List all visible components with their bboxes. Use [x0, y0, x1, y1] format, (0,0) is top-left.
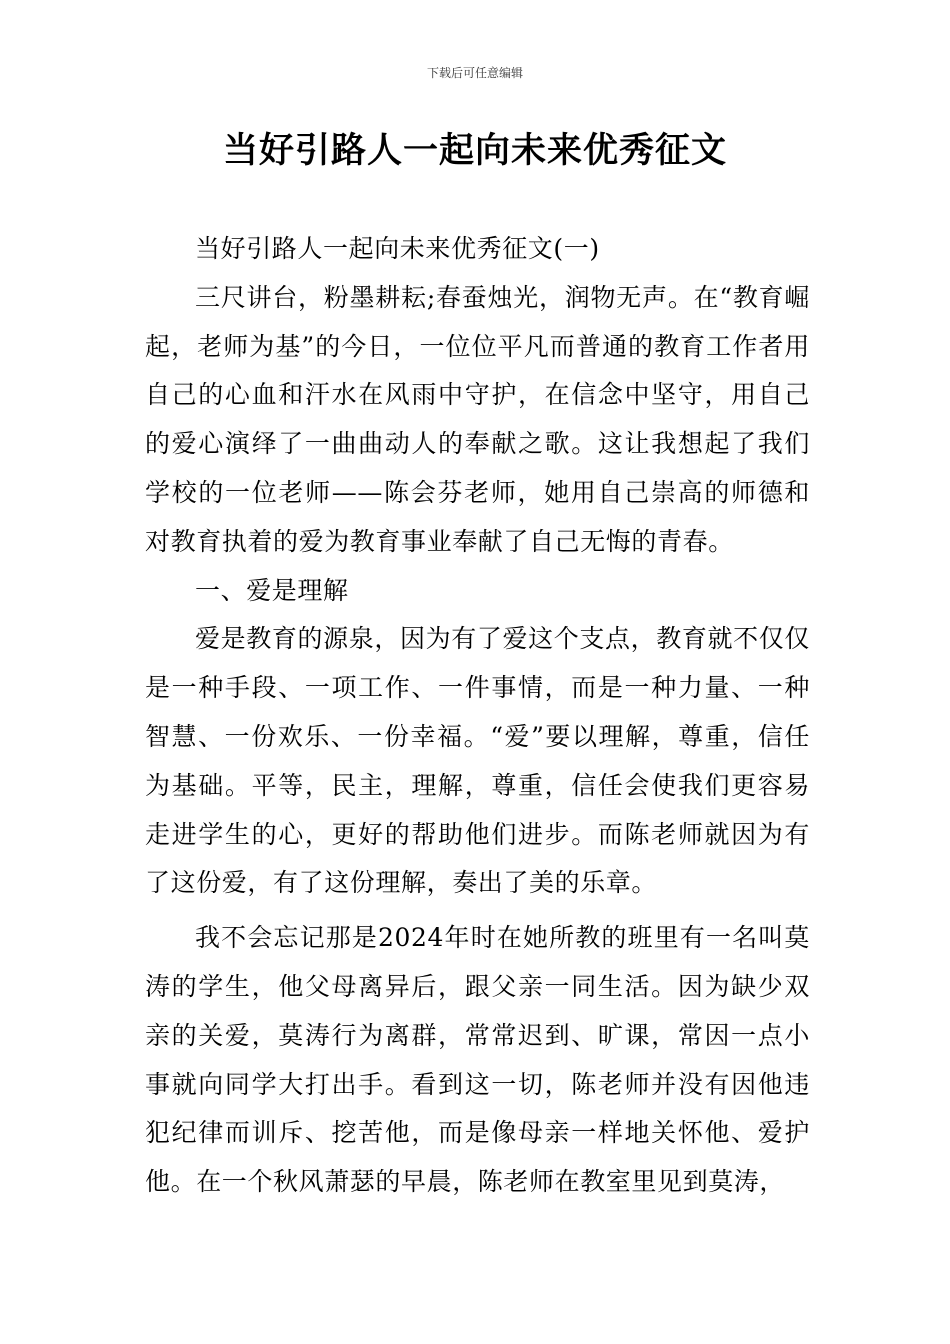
document-title: 当好引路人一起向未来优秀征文 [222, 131, 727, 171]
paragraph-love: 爱是教育的源泉，因为有了爱这个支点，教育就不仅仅是一种手段、一项工作、一件事情，而是一种力量、一种智慧、一份欢乐、一份幸福。“爱”要以理解，尊重，信任为基础。平等，民主，理解，尊重，信任会使我们更容易走进学生的心，更好的帮助他们进步。而陈老师就因为有了这份爱，有了这份理解，奏出了美的乐章。 [145, 624, 810, 898]
header-note: 下载后可任意编辑 [426, 66, 523, 80]
section-heading: 一、爱是理解 [195, 575, 349, 605]
paragraph-story: 我不会忘记那是2024年时在她所教的班里有一名叫莫涛的学生，他父母离异后，跟父亲一同生活。因为缺少双亲的关爱，莫涛行为离群，常常迟到、旷课，常因一点小事就向同学大打出手。看到这一切，陈老师并没有因他违犯纪律而训斥、挖苦他，而是像母亲一样地关怀他、爱护他。在一个秋风萧瑟的早晨，陈老师在教室里见到莫涛， [145, 923, 810, 1197]
paragraph-subtitle: 当好引路人一起向未来优秀征文(一) [195, 234, 600, 263]
document-body [145, 225, 810, 1207]
paragraph-intro: 三尺讲台，粉墨耕耘;春蚕烛光，润物无声。在“教育崛起，老师为基”的今日，一位位平凡而普通的教育工作者用自己的心血和汗水在风雨中守护，在信念中坚守，用自己的爱心演绎了一曲曲动人的奉献之歌。这让我想起了我们学校的一位老师——陈会芬老师，她用自己崇高的师德和对教育执着的爱为教育事业奉献了自己无悔的青春。 [145, 282, 810, 556]
